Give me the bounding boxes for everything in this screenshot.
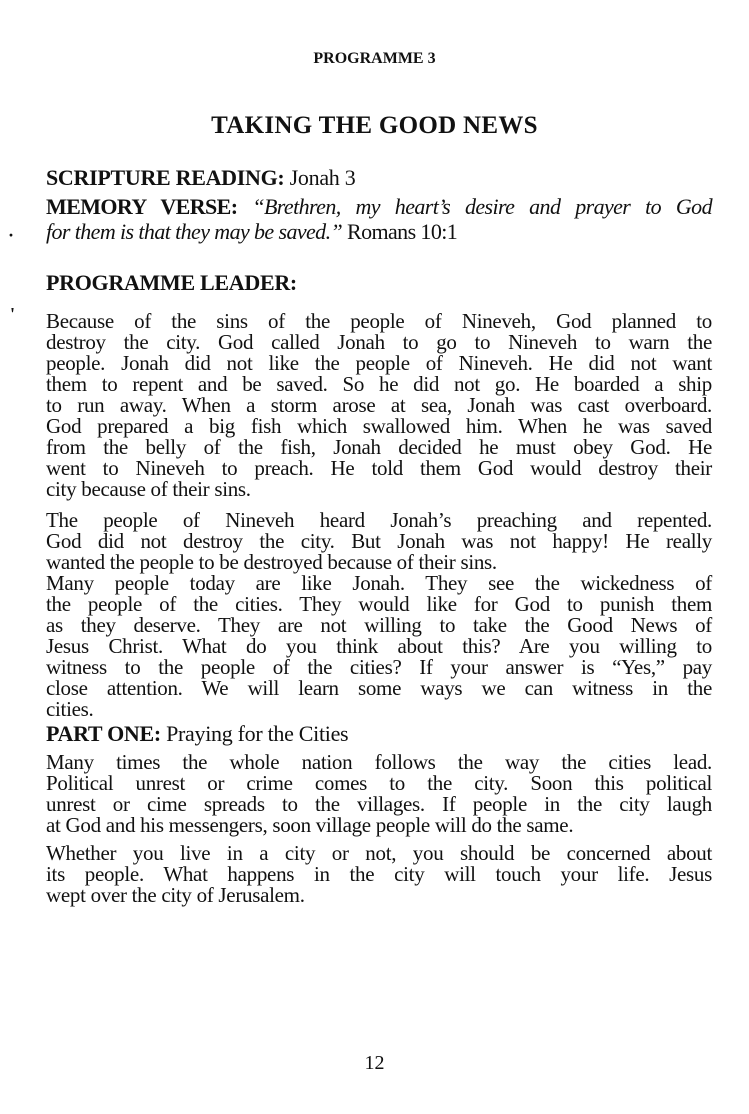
text-line: people. Jonah did not like the people of Nineveh. He did not want: [46, 351, 712, 375]
text-line: cities.: [46, 697, 94, 721]
text-line: Political unrest or crime comes to the city. Soon this political: [46, 771, 712, 795]
memory-verse-quote-cont: for them is that they may be saved.”: [46, 219, 343, 244]
page-title: TAKING THE GOOD NEWS: [211, 112, 538, 139]
text-line: to run away. When a storm arose at sea, Jonah was cast overboard.: [46, 393, 712, 417]
text-line: Because of the sins of the people of Nineveh, God planned to: [46, 309, 712, 333]
part-one-title: Praying for the Cities: [160, 721, 349, 746]
text-line: at God and his messengers, soon village people will do the same.: [46, 813, 574, 837]
text-line: wept over the city of Jerusalem.: [46, 883, 305, 907]
memory-verse-line1: [46, 194, 712, 219]
memory-verse-label: MEMORY VERSE:: [46, 194, 238, 219]
text-line: them to repent and be saved. So he did not go. He boarded a ship: [46, 372, 712, 396]
text-line: went to Nineveh to preach. He told them God would destroy their: [46, 456, 712, 480]
leader-heading: PROGRAMME LEADER:: [46, 270, 297, 295]
memory-verse-reference: Romans 10:1: [342, 219, 458, 244]
text-line: God did not destroy the city. But Jonah was not happy! He really: [46, 529, 712, 553]
text-line: Whether you live in a city or not, you should be concerned about: [46, 841, 712, 865]
text-line: from the belly of the fish, Jonah decided he must obey God. He: [46, 435, 712, 459]
memory-verse-line2: [46, 219, 712, 244]
text-line: wanted the people to be destroyed because of their sins.: [46, 550, 497, 574]
text-line: city because of their sins.: [46, 477, 251, 501]
scan-mark: ': [10, 304, 16, 324]
part-one-heading: [46, 721, 712, 746]
text-line: the people of the cities. They would like for God to punish them: [46, 592, 712, 616]
page-number: 12: [364, 1052, 385, 1074]
text-line: as they deserve. They are not willing to take the Good News of: [46, 613, 712, 637]
text-line: The people of Nineveh heard Jonah’s preaching and repented.: [46, 508, 712, 532]
running-header: PROGRAMME 3: [313, 50, 436, 67]
memory-verse-quote: “Brethren, my heart’s desire and prayer to God: [237, 194, 712, 219]
text-line: destroy the city. God called Jonah to go to Nineveh to warn the: [46, 330, 712, 354]
text-line: Jesus Christ. What do you think about this? Are you willing to: [46, 634, 712, 658]
text-line: close attention. We will learn some ways we can witness in the: [46, 676, 712, 700]
scripture-reading: [46, 165, 712, 190]
text-line: Many people today are like Jonah. They see the wickedness of: [46, 571, 712, 595]
scan-mark: ·: [8, 225, 15, 245]
text-line: unrest or cime spreads to the villages. If people in the city laugh: [46, 792, 712, 816]
scripture-label: SCRIPTURE READING:: [46, 165, 285, 190]
scripture-value: Jonah 3: [284, 165, 356, 190]
text-line: its people. What happens in the city will touch your life. Jesus: [46, 862, 712, 886]
text-line: Many times the whole nation follows the way the cities lead.: [46, 750, 712, 774]
text-line: witness to the people of the cities? If your answer is “Yes,” pay: [46, 655, 712, 679]
text-line: God prepared a big fish which swallowed him. When he was saved: [46, 414, 712, 438]
part-one-label: PART ONE:: [46, 721, 161, 746]
